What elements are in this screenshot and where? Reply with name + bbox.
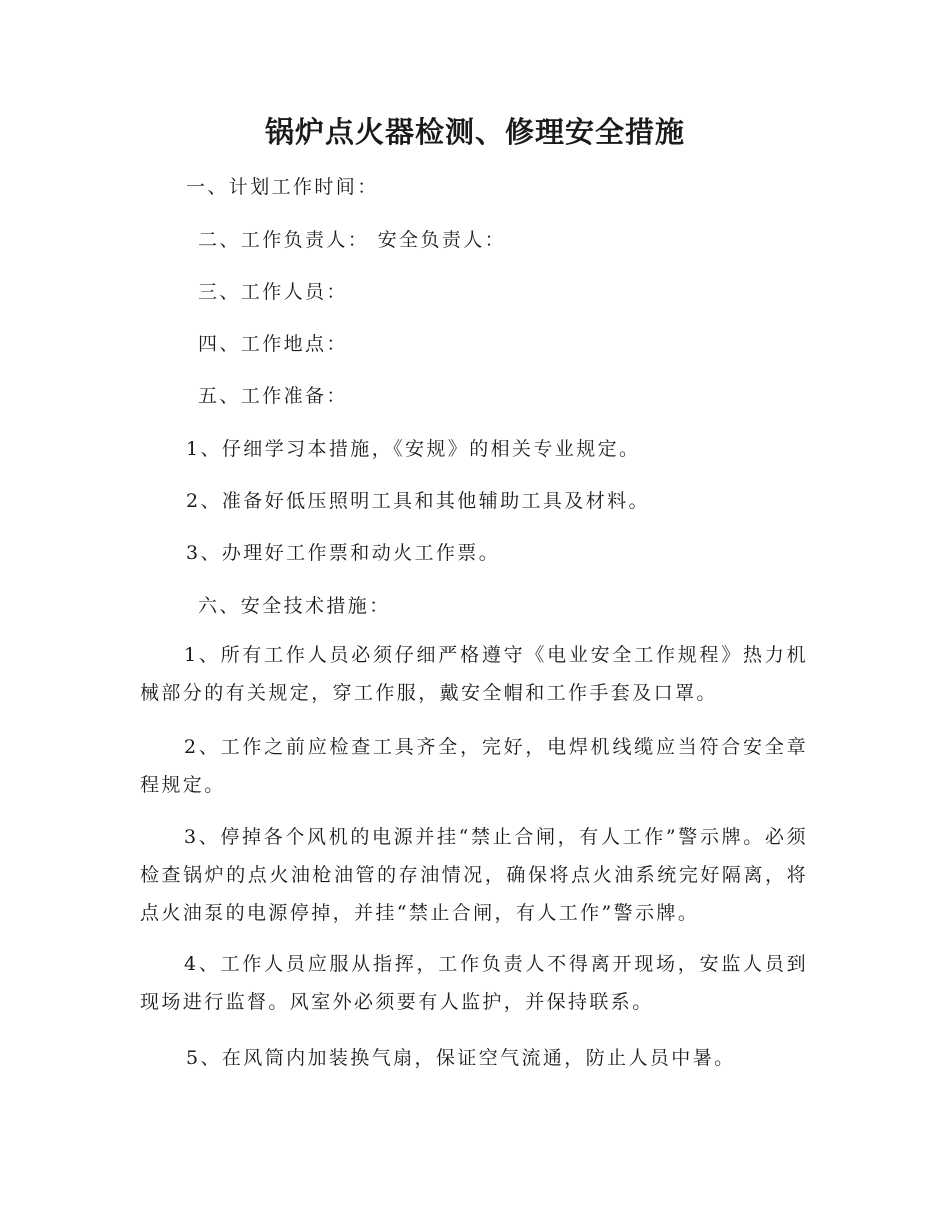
section-plan-time: 一、计划工作时间： — [186, 176, 379, 198]
prep-item: 1、仔细学习本措施，《安规》的相关专业规定。 — [186, 438, 641, 460]
safety-item: 4、工作人员应服从指挥，工作负责人不得离开现场，安监人员到现场进行监督。风室外必须要有人监护，并保持联系。 — [140, 953, 808, 1013]
prep-item: 3、办理好工作票和动火工作票。 — [186, 542, 501, 564]
safety-item: 3、停掉各个风机的电源并挂“禁止合闸，有人工作”警示牌。必须检查锅炉的点火油枪油管的存油情况，确保将点火油系统完好隔离，将点火油泵的电源停掉，并挂“禁止合闸，有人工作”警示牌。 — [140, 826, 808, 924]
document-title: 锅炉点火器检测、修理安全措施 — [264, 115, 685, 149]
section-location: 四、工作地点： — [198, 333, 348, 355]
prep-item: 2、准备好低压照明工具和其他辅助工具及材料。 — [186, 490, 650, 512]
safety-item: 2、工作之前应检查工具齐全，完好，电焊机线缆应当符合安全章程规定。 — [140, 736, 808, 796]
section-leader: 二、工作负责人： 安全负责人： — [198, 229, 507, 251]
section-staff: 三、工作人员： — [198, 281, 348, 303]
section-preparation: 五、工作准备： — [198, 385, 348, 407]
safety-item: 1、所有工作人员必须仔细严格遵守《电业安全工作规程》热力机械部分的有关规定，穿工作服，戴安全帽和工作手套及口罩。 — [140, 644, 808, 704]
section-safety: 六、安全技术措施： — [198, 595, 391, 617]
safety-item: 5、在风筒内加装换气扇，保证空气流通，防止人员中暑。 — [186, 1047, 736, 1069]
